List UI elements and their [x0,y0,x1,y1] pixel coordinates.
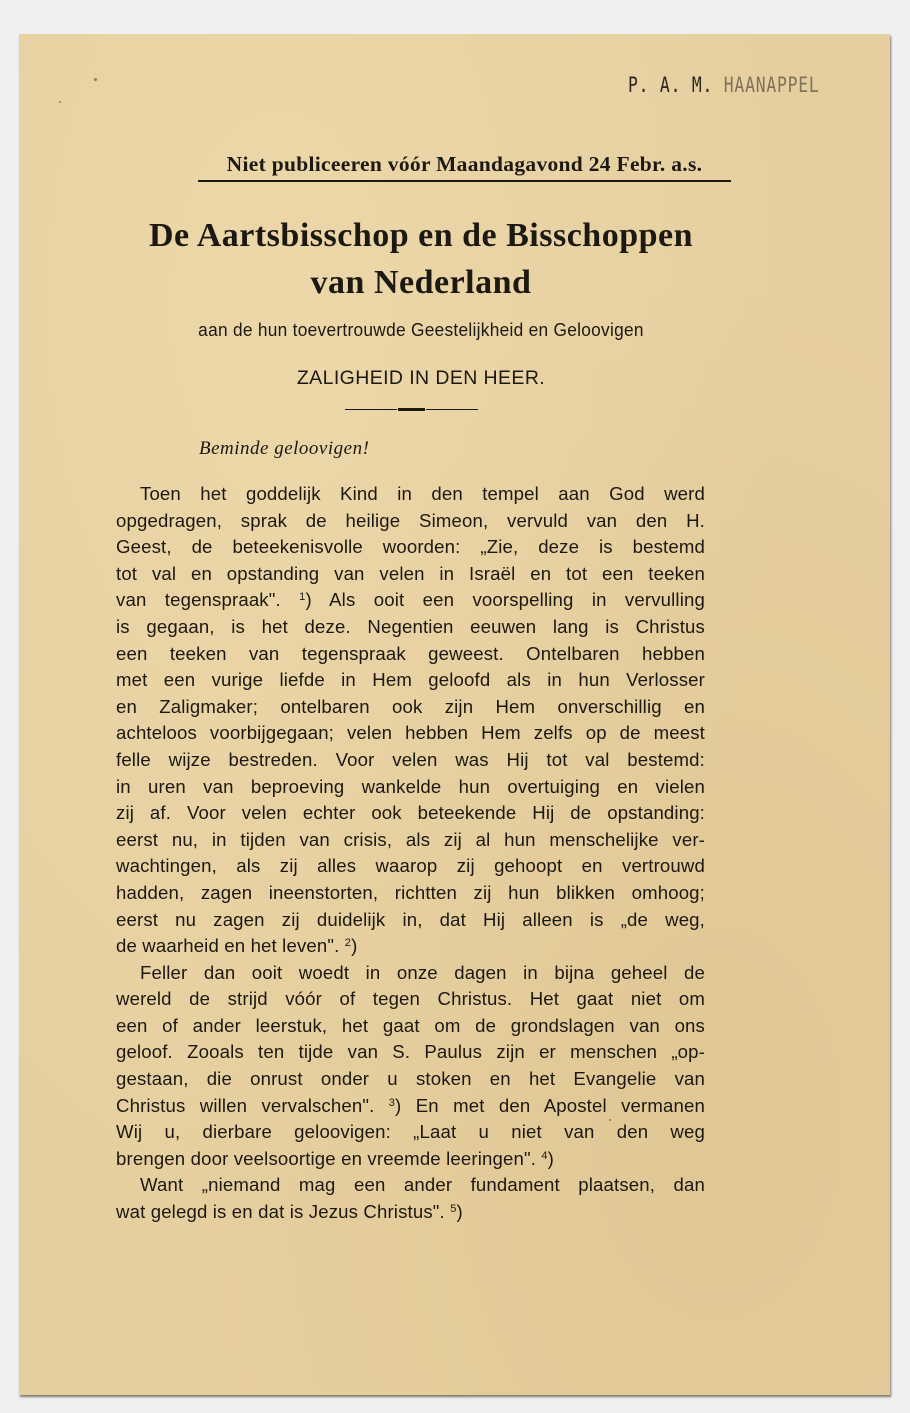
text-line-content: geloof. Zooals ten tijde van S. Paulus zijn er menschen „op- [116,1041,705,1063]
title-line-1: De Aartsbisschop en de Bisschoppen [148,217,694,254]
text-line-content: een of ander leerstuk, het gaat om de grondslagen van ons [116,1014,705,1036]
text-line [116,587,705,614]
ornamental-divider [345,408,478,412]
owner-stamp [628,73,820,97]
text-line-content: achteloos voorbijgegaan; velen hebben Hem zelfs op de meest [116,722,705,744]
letter-page [19,34,890,1395]
text-line-content: Feller dan ooit woedt in onze dagen in bijna geheel de [140,961,705,983]
text-line-content: brengen door veelsoortige en vreemde leeringen". [116,1147,537,1169]
text-line [116,774,705,801]
text-line [116,614,705,641]
text-line-content: Toen het goddelijk Kind in den tempel aan God werd [140,483,705,504]
text-line [116,1172,705,1199]
footnote-paren: ) [456,1201,463,1223]
text-line [116,1013,705,1040]
stamp-surname: HAANAPPEL [723,73,820,97]
divider-line-right [426,409,478,410]
text-line-content: zij af. Voor velen echter ook beteekende Hij de opstanding: [116,802,705,824]
greeting: Beminde geloovigen! [199,438,370,459]
text-line [116,880,705,907]
text-line [116,960,705,987]
text-line-content: wat gelegd is en dat is Jezus Christus". [116,1201,445,1223]
text-line-content: opgedragen, sprak de heilige Simeon, vervuld van den H. [116,509,705,531]
text-line [116,747,705,774]
text-line-content: eerst nu zagen zij duidelijk in, dat Hij alleen is „de weg, [116,908,705,930]
text-line-content: Wij u, dierbare geloovigen: „Laat u niet van den weg [116,1121,705,1143]
text-line [116,986,705,1013]
text-line [116,508,705,535]
text-line-content: en Zaligmaker; ontelbaren ook zijn Hem onverschillig en [116,695,705,717]
text-line [116,561,705,588]
text-line [116,641,705,668]
footnote-paren: ) [547,1147,554,1169]
text-line-content: van tegenspraak". [116,589,281,611]
footnote-paren: ) [351,935,358,957]
footnote-marker: 1 [299,591,306,604]
text-line-content: Geest, de beteekenisvolle woorden: „Zie, deze is bestemd [116,536,705,558]
text-line [116,1119,705,1146]
text-line-content: felle wijze bestreden. Voor velen was Hij tot val bestemd: [116,748,705,770]
text-line-content: is gegaan, is het deze. Negentien eeuwen lang is Christus [116,615,705,637]
subtitle: aan de hun toevertrouwde Geestelijkheid en Geloovigen [198,320,644,340]
text-line [116,1066,705,1093]
paper-speck [59,101,61,103]
text-line-content: Want „niemand mag een ander fundament plaatsen, dan [140,1174,705,1196]
footnote-marker: 3 [388,1096,396,1109]
text-line [116,1039,705,1066]
text-line [116,667,705,694]
text-line-content: hadden, zagen ineenstorten, richtten zij hun blikken omhoog; [116,881,705,903]
text-line [116,1146,705,1173]
text-line-content: in uren van beproeving wankelde hun overtuiging en vielen [116,775,705,797]
stamp-initials: P. A. M. [628,73,714,97]
text-line [116,1199,705,1226]
text-line [116,720,705,747]
text-line [116,1093,705,1120]
text-line-content: eerst nu, in tijden van crisis, als zij al hun menschelijke ver- [116,828,705,850]
text-line [116,534,705,561]
paper-speck [94,78,97,81]
letter-body [116,481,705,1226]
text-line [116,853,705,880]
text-line-continuation: Als ooit een voorspelling in vervulling [311,589,705,611]
text-line [116,827,705,854]
text-line [116,933,705,960]
footnote-marker: 4 [541,1149,548,1162]
footnote-paren: ) [395,1094,402,1116]
text-line-content: gestaan, die onrust onder u stoken en het Evangelie van [116,1068,705,1090]
divider-line-left [345,409,397,410]
text-line-content: wachtingen, als zij alles waarop zij gehoopt en vertrouwd [116,855,705,877]
footnote-marker: 2 [344,937,352,950]
footnote-paren: ) [305,589,312,611]
text-line-content: met een vurige liefde in Hem geloofd als in hun Verlosser [116,669,705,691]
text-line-content: Christus willen vervalschen". [116,1094,375,1116]
title-line-2: van Nederland [310,264,532,301]
text-line [116,907,705,934]
text-line-content: tot val en opstanding van velen in Israël en tot een teeken [116,562,705,584]
text-line-continuation: En met den Apostel vermanen [401,1094,705,1116]
text-line [116,481,705,508]
embargo-notice: Niet publiceeren vóór Maandagavond 24 Febr. a.s. [198,152,731,182]
salutation: ZALIGHEID IN DEN HEER. [296,367,546,389]
text-line-content: de waarheid en het leven". [116,935,340,957]
text-line-content: een teeken van tegenspraak geweest. Ontelbaren hebben [116,642,705,664]
text-line-content: wereld de strijd vóór of tegen Christus. Het gaat niet om [116,988,705,1010]
divider-center-bar [398,408,425,411]
text-line [116,800,705,827]
footnote-marker: 5 [450,1203,457,1216]
text-line [116,694,705,721]
